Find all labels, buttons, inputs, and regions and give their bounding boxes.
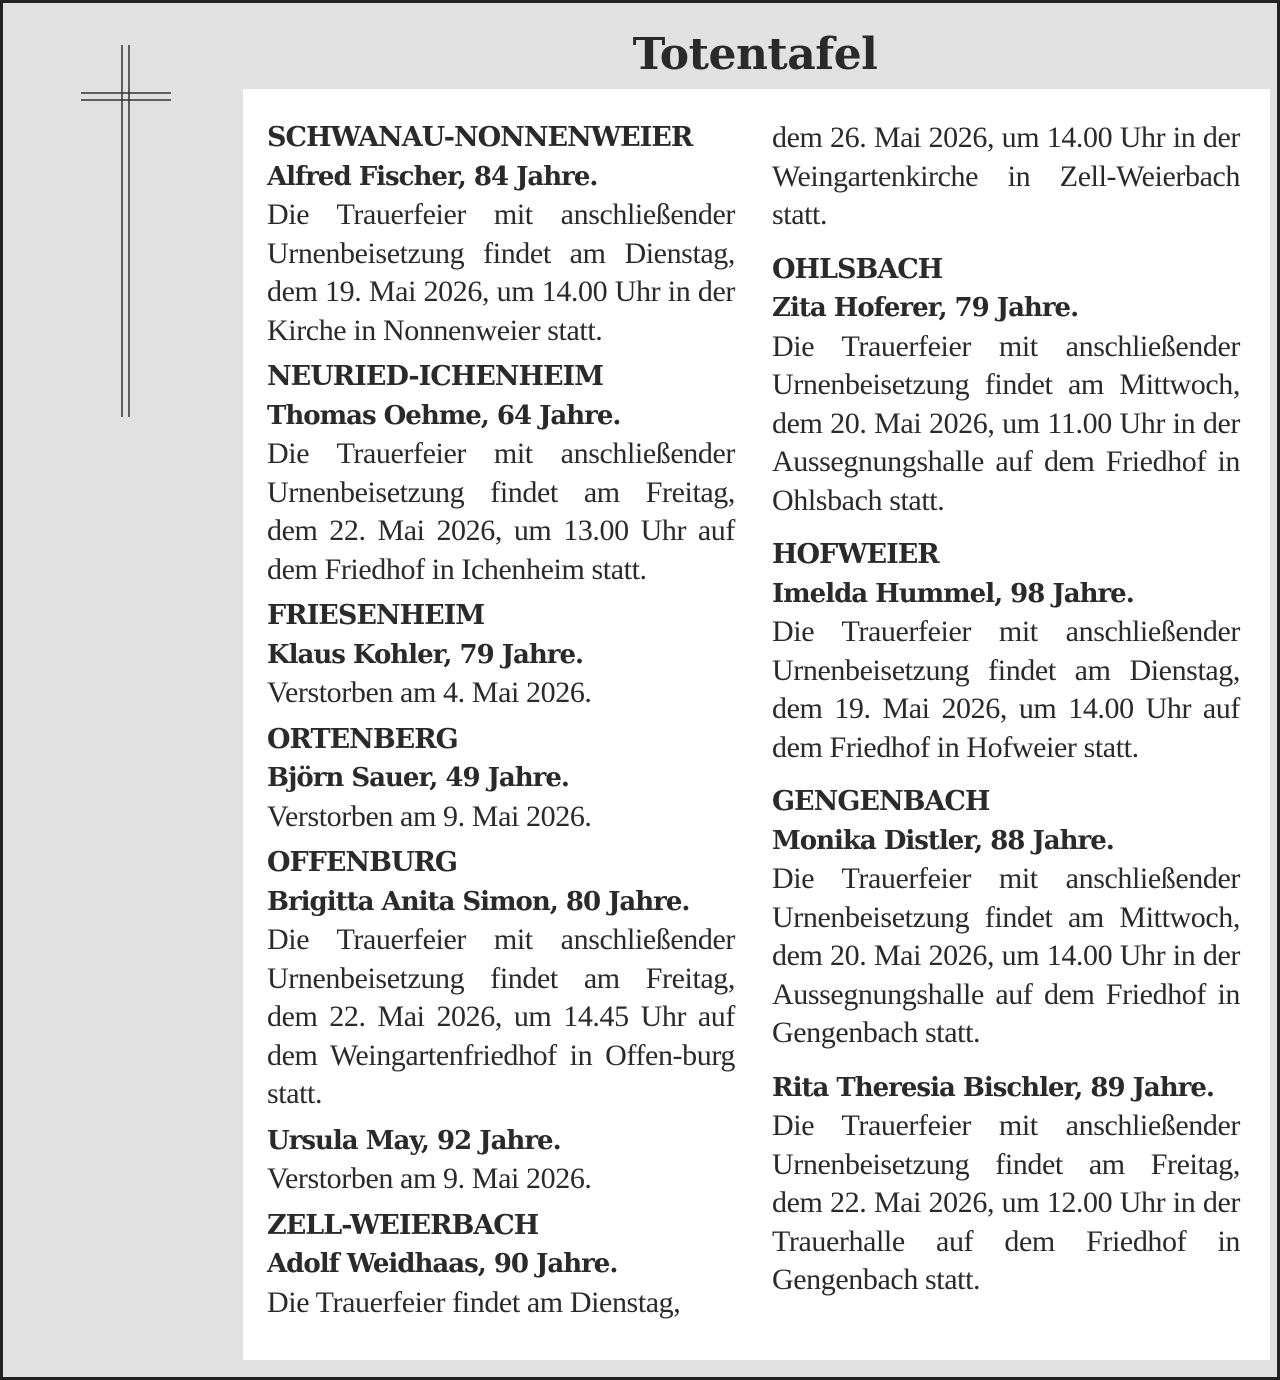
obituary-panel	[243, 89, 1270, 1360]
obituary-entry	[772, 536, 1240, 767]
obituary-entry	[267, 358, 735, 589]
deceased-name: Björn Sauer, 49 Jahre.	[267, 763, 569, 793]
page-title: Totentafel	[632, 29, 878, 80]
obituary-entry	[267, 721, 735, 837]
deceased-name: Adolf Weidhaas, 90 Jahre.	[267, 1249, 618, 1279]
deceased-name: Thomas Oehme, 64 Jahre.	[267, 400, 621, 431]
obituary-entry	[267, 597, 735, 713]
deceased-name: Monika Distler, 88 Jahre.	[772, 825, 1114, 856]
deceased-name: Ursula May, 92 Jahre.	[267, 1125, 561, 1156]
place-heading: SCHWANAU-NONNENWEIER	[267, 122, 693, 153]
entry-text: Die Trauerfeier mit anschließender Urnenbeisetzung findet am Dienstag, dem 19. Mai 2026, um 14.00 Uhr in der Kirche in Nonnenweier statt.	[267, 198, 735, 347]
entry-text: Die Trauerfeier mit anschließender Urnenbeisetzung findet am Mittwoch, dem 20. Mai 2026, um 14.00 Uhr in der Aussegnungshalle auf dem Friedhof in Gengenbach statt.	[772, 862, 1240, 1049]
left-column	[267, 119, 735, 1322]
entry-text: Die Trauerfeier mit anschließender Urnenbeisetzung findet am Freitag, dem 22. Mai 2026, um 14.45 Uhr auf dem Weingartenfriedhof in Offen-burg statt.	[267, 923, 735, 1110]
cross-icon	[81, 45, 171, 417]
entry-text: Die Trauerfeier mit anschließender Urnenbeisetzung findet am Mittwoch, dem 20. Mai 2026, um 11.00 Uhr in der Aussegnungshalle auf dem Friedhof in Ohlsbach statt.	[772, 329, 1240, 517]
obituary-entry	[267, 119, 735, 350]
place-heading: GENGENBACH	[772, 786, 990, 817]
place-heading: ZELL-WEIERBACH	[267, 1209, 539, 1241]
place-heading: ORTENBERG	[267, 723, 458, 755]
deceased-name: Klaus Kohler, 79 Jahre.	[267, 639, 584, 670]
deceased-name: Rita Theresia Bischler, 89 Jahre.	[772, 1072, 1214, 1103]
obituary-entry	[772, 1069, 1240, 1300]
deceased-name: Imelda Hummel, 98 Jahre.	[772, 578, 1134, 609]
obituary-entry	[267, 844, 735, 1114]
obituary-entry	[267, 1122, 735, 1199]
entry-text: Verstorben am 4. Mai 2026.	[267, 676, 592, 709]
deceased-name: Brigitta Anita Simon, 80 Jahre.	[267, 886, 690, 917]
obituary-entry	[772, 783, 1240, 1053]
entry-text: Die Trauerfeier findet am Dienstag,	[267, 1285, 681, 1319]
entry-text: Die Trauerfeier mit anschließender Urnenbeisetzung findet am Dienstag, dem 19. Mai 2026, um 14.00 Uhr auf dem Friedhof in Hofweier statt.	[772, 615, 1240, 764]
entry-text: Die Trauerfeier mit anschließender Urnenbeisetzung findet am Freitag, dem 22. Mai 2026, um 13.00 Uhr auf dem Friedhof in Ichenheim statt.	[267, 437, 735, 586]
obituary-entry	[267, 1207, 735, 1323]
deceased-name: Alfred Fischer, 84 Jahre.	[267, 161, 598, 192]
place-heading: OHLSBACH	[772, 253, 943, 285]
entry-text: Die Trauerfeier mit anschließender Urnenbeisetzung findet am Freitag, dem 22. Mai 2026, um 12.00 Uhr in der Trauerhalle auf dem Friedhof in Gengenbach statt.	[772, 1109, 1240, 1296]
entry-text: Verstorben am 9. Mai 2026.	[267, 799, 592, 833]
deceased-name: Zita Hoferer, 79 Jahre.	[772, 293, 1079, 323]
place-heading: OFFENBURG	[267, 847, 457, 878]
place-heading: FRIESENHEIM	[267, 600, 485, 631]
place-heading: HOFWEIER	[772, 539, 939, 570]
place-heading: NEURIED-ICHENHEIM	[267, 361, 604, 392]
entry-text: Verstorben am 9. Mai 2026.	[267, 1162, 592, 1195]
entry-text: dem 26. Mai 2026, um 14.00 Uhr in der Weingartenkirche in Zell-Weierbach statt.	[772, 121, 1240, 231]
right-column	[772, 119, 1240, 1300]
obituary-entry-continued	[772, 119, 1240, 235]
obituary-entry	[772, 251, 1240, 521]
